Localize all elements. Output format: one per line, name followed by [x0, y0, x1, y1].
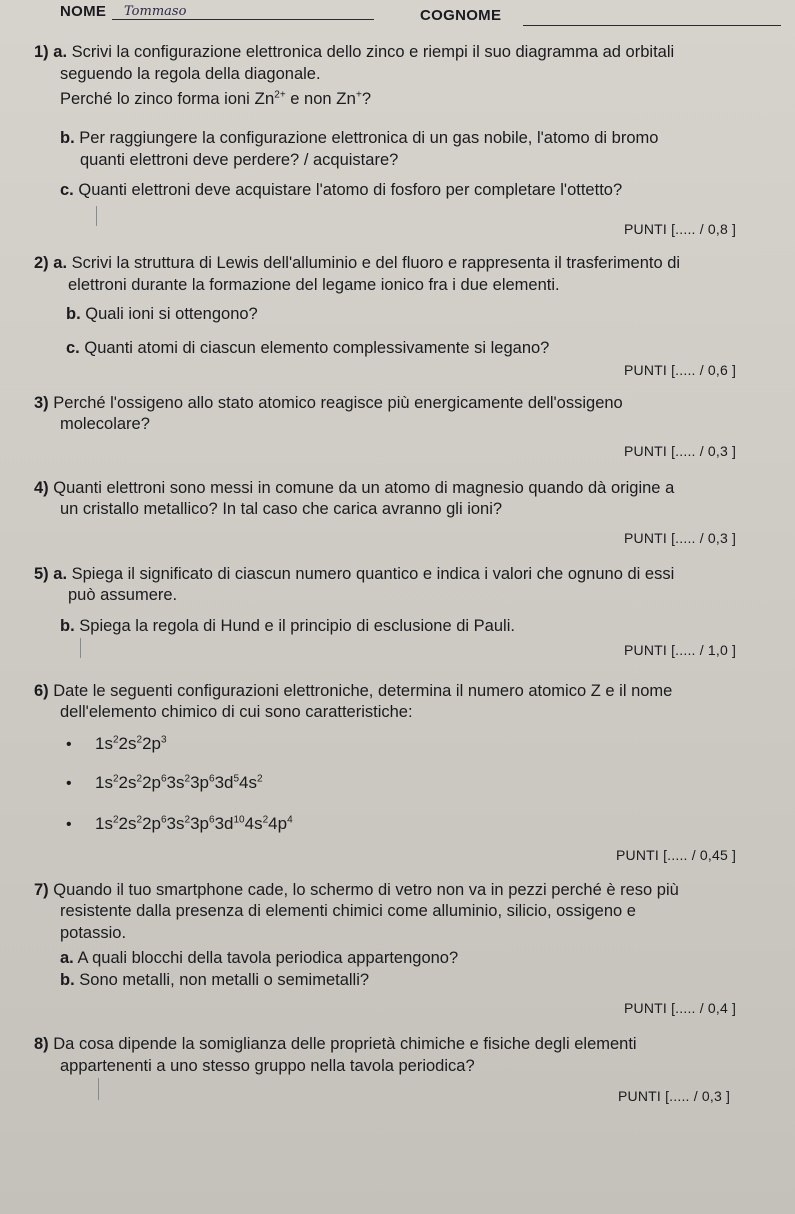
- orbital-electrons: 2: [262, 814, 269, 826]
- q1-number: 1): [34, 43, 49, 61]
- pencil-mark: [96, 206, 97, 226]
- zn2-ion-symbol: Zn: [254, 89, 275, 108]
- q2a-text-2: elettroni durante la formazione del legame ionico fra i due elementi.: [68, 276, 560, 294]
- q4-text-1: Quanti elettroni sono messi in comune da un atomo di magnesio quando dà origine a: [53, 479, 675, 497]
- orbital-electrons: 2: [136, 734, 143, 746]
- orbital-electrons: 2: [112, 773, 119, 785]
- bullet-3: •: [66, 816, 72, 833]
- q1a-text-3-pre: Perché lo zinco forma ioni: [60, 90, 255, 108]
- orbital-term: [239, 773, 263, 792]
- q5-punti: PUNTI [..... / 1,0 ]: [624, 642, 737, 658]
- q5-header: [34, 564, 674, 584]
- q2c-label: c.: [66, 339, 80, 357]
- orbital-term: [167, 814, 191, 833]
- orbital-label: 1s: [95, 734, 113, 753]
- zn2-ion: [254, 89, 285, 108]
- q6-number: 6): [34, 682, 49, 700]
- orbital-term: [119, 814, 143, 833]
- orbital-electrons: 2: [136, 814, 143, 826]
- q7-text-3: potassio.: [60, 924, 127, 942]
- orbital-electrons: 6: [209, 814, 215, 826]
- q1b-text-2: quanti elettroni deve perdere? / acquistare?: [80, 151, 399, 169]
- q5a-label: a.: [53, 565, 68, 583]
- q7a: [60, 948, 458, 968]
- orbital-term: [190, 773, 214, 792]
- q3-text-2: molecolare?: [60, 415, 150, 433]
- q7b-label: b.: [60, 971, 75, 989]
- q1a-text-3-mid: e non: [285, 90, 337, 108]
- q3-header: [34, 393, 623, 413]
- q7-number: 7): [34, 881, 49, 899]
- q7-punti: PUNTI [..... / 0,4 ]: [624, 1000, 737, 1016]
- q7-text-1: Quando il tuo smartphone cade, lo schermo di vetro non va in pezzi perché è reso più: [53, 881, 679, 899]
- q8-text-1: Da cosa dipende la somiglianza delle proprietà chimiche e fisiche degli elementi: [53, 1035, 637, 1053]
- orbital-label: 1s: [95, 814, 113, 833]
- zn1-ion-charge: +: [356, 89, 362, 101]
- orbital-electrons: 6: [160, 773, 167, 785]
- q4-header: [34, 478, 674, 498]
- pencil-mark: [98, 1078, 99, 1100]
- q1a-text-3: [60, 89, 371, 109]
- orbital-electrons: 2: [184, 773, 191, 785]
- q5-number: 5): [34, 565, 49, 583]
- orbital-term: [95, 773, 119, 792]
- q1a-label: a.: [53, 43, 68, 61]
- q5b: [60, 616, 515, 636]
- orbital-term: [215, 814, 245, 833]
- nome-handwritten-value: Tommaso: [124, 4, 187, 19]
- orbital-label: 2s: [118, 814, 137, 833]
- q2c-text-1: Quanti atomi di ciascun elemento complessivamente si legano?: [84, 339, 550, 357]
- q1a-text-3-post: ?: [361, 90, 372, 108]
- q2b-label: b.: [66, 305, 81, 323]
- q7a-label: a.: [60, 949, 74, 967]
- electron-config-2: [95, 773, 263, 793]
- orbital-label: 3d: [214, 814, 234, 833]
- q2a-text-1: Scrivi la struttura di Lewis dell'alluminio e del fluoro e rappresenta il trasferimento di: [71, 254, 681, 272]
- orbital-electrons: 6: [160, 814, 167, 826]
- q4-number: 4): [34, 479, 49, 497]
- orbital-electrons: 5: [233, 773, 240, 785]
- q4-text-2: un cristallo metallico? In tal caso che carica avranno gli ioni?: [60, 500, 503, 518]
- q8-text-2: appartenenti a uno stesso gruppo nella tavola periodica?: [60, 1057, 475, 1075]
- orbital-label: 4p: [268, 814, 288, 833]
- cognome-line: [523, 25, 781, 26]
- q1b-label: b.: [60, 129, 75, 147]
- orbital-label: 4s: [244, 814, 263, 833]
- q1b: [60, 128, 658, 148]
- cognome-label: COGNOME: [420, 7, 502, 24]
- q5a-text-2: può assumere.: [68, 586, 178, 604]
- q6-punti: PUNTI [..... / 0,45 ]: [616, 847, 737, 863]
- orbital-electrons: 2: [112, 814, 119, 826]
- q3-punti: PUNTI [..... / 0,3 ]: [624, 443, 737, 459]
- q1b-text-1: Per raggiungere la configurazione elettronica di un gas nobile, l'atomo di bromo: [79, 129, 659, 147]
- q2-punti: PUNTI [..... / 0,6 ]: [624, 362, 737, 378]
- orbital-label: 2p: [142, 814, 161, 833]
- orbital-electrons: 4: [287, 814, 293, 826]
- q2-number: 2): [34, 254, 49, 272]
- q1c-text-1: Quanti elettroni deve acquistare l'atomo di fosforo per completare l'ottetto?: [78, 181, 623, 199]
- q5b-label: b.: [60, 617, 75, 635]
- q4-punti: PUNTI [..... / 0,3 ]: [624, 530, 737, 546]
- orbital-term: [119, 773, 143, 792]
- q2c: [66, 338, 549, 358]
- orbital-electrons: 10: [233, 814, 245, 826]
- orbital-term: [142, 734, 166, 753]
- orbital-label: 2p: [142, 734, 161, 753]
- q1c: [60, 180, 622, 200]
- orbital-term: [190, 814, 214, 833]
- orbital-electrons: 2: [112, 734, 119, 746]
- orbital-electrons: 2: [136, 773, 143, 785]
- orbital-term: [95, 814, 119, 833]
- q6-text-2: dell'elemento chimico di cui sono caratteristiche:: [60, 703, 413, 721]
- orbital-term: [142, 814, 166, 833]
- orbital-electrons: 2: [257, 773, 263, 785]
- q2b: [66, 304, 258, 324]
- orbital-label: 3s: [166, 773, 185, 792]
- orbital-term: [268, 814, 292, 833]
- q6-header: [34, 681, 672, 701]
- q3-text-1: Perché l'ossigeno allo stato atomico reagisce più energicamente dell'ossigeno: [53, 394, 623, 412]
- orbital-term: [245, 814, 269, 833]
- nome-line: [112, 19, 374, 20]
- bullet-2: •: [66, 775, 72, 792]
- orbital-label: 2s: [118, 734, 137, 753]
- q1a-text-1: Scrivi la configurazione elettronica dello zinco e riempi il suo diagramma ad orbitali: [71, 43, 675, 61]
- electron-config-3: [95, 814, 293, 834]
- q2-header: [34, 253, 680, 273]
- pencil-mark: [80, 638, 81, 658]
- q8-number: 8): [34, 1035, 49, 1053]
- q7-header: [34, 880, 679, 900]
- orbital-term: [142, 773, 166, 792]
- orbital-term: [95, 734, 119, 753]
- orbital-electrons: 6: [209, 773, 215, 785]
- q1c-label: c.: [60, 181, 74, 199]
- nome-label: NOME: [60, 3, 107, 20]
- q1-punti: PUNTI [..... / 0,8 ]: [624, 221, 737, 237]
- zn1-ion: [336, 89, 362, 108]
- q3-number: 3): [34, 394, 49, 412]
- zn2-ion-charge: 2+: [274, 89, 286, 101]
- orbital-label: 2s: [118, 773, 137, 792]
- q8-punti: PUNTI [..... / 0,3 ]: [618, 1088, 731, 1104]
- q2a-label: a.: [53, 254, 68, 272]
- orbital-term: [167, 773, 191, 792]
- q8-header: [34, 1034, 637, 1054]
- orbital-electrons: 3: [160, 734, 167, 746]
- bullet-1: •: [66, 736, 72, 753]
- q7-text-2: resistente dalla presenza di elementi chimici come alluminio, silicio, ossigeno e: [60, 902, 636, 920]
- orbital-label: 1s: [95, 773, 113, 792]
- q1a-text-2: seguendo la regola della diagonale.: [60, 65, 321, 83]
- orbital-electrons: 2: [184, 814, 191, 826]
- orbital-label: 3d: [214, 773, 234, 792]
- q6-text-1: Date le seguenti configurazioni elettroniche, determina il numero atomico Z e il nome: [53, 682, 673, 700]
- orbital-label: 3s: [166, 814, 185, 833]
- orbital-label: 3p: [190, 814, 209, 833]
- orbital-term: [215, 773, 239, 792]
- q7b-text-1: Sono metalli, non metalli o semimetalli?: [79, 971, 370, 989]
- q7b: [60, 970, 369, 990]
- orbital-label: 4s: [239, 773, 258, 792]
- zn1-ion-symbol: Zn: [336, 89, 356, 108]
- electron-config-1: [95, 734, 167, 754]
- orbital-label: 2p: [142, 773, 161, 792]
- q5b-text-1: Spiega la regola di Hund e il principio di esclusione di Pauli.: [79, 617, 515, 635]
- q2b-text-1: Quali ioni si ottengono?: [85, 305, 258, 323]
- q1-header: [34, 42, 674, 62]
- q7a-text-1: A quali blocchi della tavola periodica appartengono?: [77, 949, 459, 967]
- orbital-label: 3p: [190, 773, 209, 792]
- orbital-term: [119, 734, 143, 753]
- q5a-text-1: Spiega il significato di ciascun numero quantico e indica i valori che ognuno di essi: [71, 565, 675, 583]
